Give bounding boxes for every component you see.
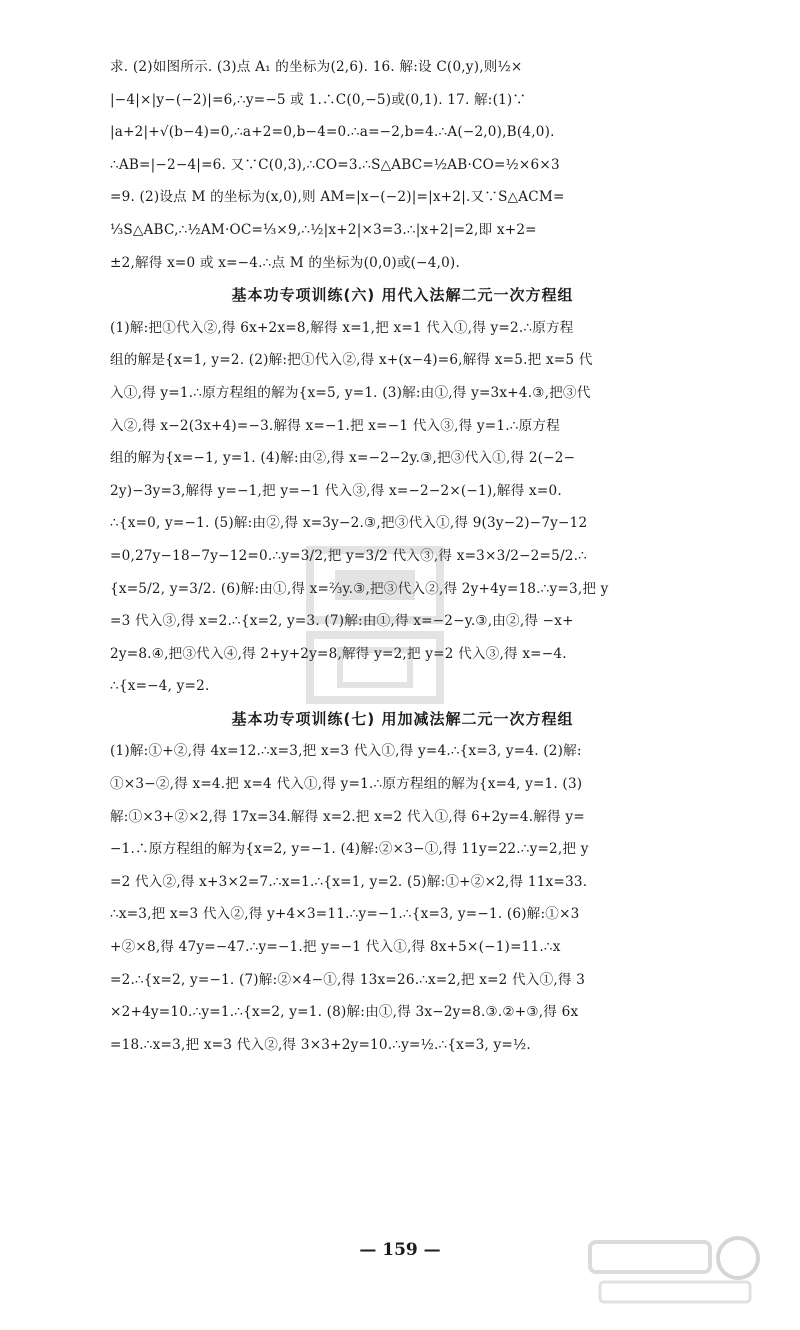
text-line: 2y)−3y=3,解得 y=−1,把 y=−1 代入③,得 x=−2−2×(−1),解得 x=0. xyxy=(110,482,562,499)
text-line: ∴x=3,把 x=3 代入②,得 y+4×3=11.∴y=−1.∴{x=3, y=−1. (6)解:①×3 xyxy=(110,906,580,923)
text-line: |−4|×|y−(−2)|=6,∴y=−5 或 1.∴C(0,−5)或(0,1). 17. 解:(1)∵ xyxy=(110,91,527,108)
text-line: ×2+4y=10.∴y=1.∴{x=2, y=1. (8)解:由①,得 3x−2y=8.③.②+③,得 6x xyxy=(110,1004,579,1021)
site-logo-icon xyxy=(570,1230,770,1310)
text-line: ∴{x=0, y=−1. (5)解:由②,得 x=3y−2.③,把③代入①,得 9(3y−2)−7y−12 xyxy=(110,515,588,532)
section-heading-7: 基本功专项训练(七) 用加减法解二元一次方程组 xyxy=(231,709,574,728)
text-line: ①×3−②,得 x=4.把 x=4 代入①,得 y=1.∴原方程组的解为{x=4, y=1. (3) xyxy=(110,776,583,793)
text-line: ∴AB=|−2−4|=6. 又∵C(0,3),∴CO=3.∴S△ABC=½AB·CO=½×6×3 xyxy=(110,156,560,173)
text-line: (1)解:把①代入②,得 6x+2x=8,解得 x=1,把 x=1 代入①,得 y=2.∴原方程 xyxy=(110,319,574,336)
text-line: ⅓S△ABC,∴½AM·OC=⅓×9,∴½|x+2|×3=3.∴|x+2|=2,即 x+2= xyxy=(110,221,537,238)
text-line: 求. (2)如图所示. (3)点 A₁ 的坐标为(2,6). 16. 解:设 C(0,y),则½× xyxy=(110,59,523,75)
text-line: 组的解是{x=1, y=2. (2)解:把①代入②,得 x+(x−4)=6,解得 x=5.把 x=5 代 xyxy=(110,352,593,369)
text-line: ∴{x=−4, y=2. xyxy=(110,678,210,695)
section-6 xyxy=(110,319,695,710)
text-line: |a+2|+√(b−4)=0,∴a+2=0,b−4=0.∴a=−2,b=4.∴A(−2,0),B(4,0). xyxy=(110,124,555,141)
text-line: +②×8,得 47y=−47.∴y=−1.把 y=−1 代入①,得 8x+5×(−1)=11.∴x xyxy=(110,939,561,956)
text-line: =18.∴x=3,把 x=3 代入②,得 3×3+2y=10.∴y=½.∴{x=3, y=½. xyxy=(110,1036,531,1053)
text-line: 2y=8.④,把③代入④,得 2+y+2y=8,解得 y=2,把 y=2 代入③,得 x=−4. xyxy=(110,645,567,662)
text-line: 入①,得 y=1.∴原方程组的解为{x=5, y=1. (3)解:由①,得 y=3x+4.③,把③代 xyxy=(110,384,591,401)
text-line: 解:①×3+②×2,得 17x=34.解得 x=2.把 x=2 代入①,得 6+2y=4.解得 y= xyxy=(110,808,585,825)
text-line: =0,27y−18−7y−12=0.∴y=3/2,把 y=3/2 代入③,得 x=3×3/2−2=5/2.∴ xyxy=(110,547,587,564)
text-line: {x=5/2, y=3/2. (6)解:由①,得 x=⅔y.③,把③代入②,得 2y+4y=18.∴y=3,把 y xyxy=(110,580,609,597)
text-line: =2.∴{x=2, y=−1. (7)解:②×4−①,得 13x=26.∴x=2,把 x=2 代入①,得 3 xyxy=(110,971,586,988)
section-7 xyxy=(110,742,695,1068)
section-heading-6: 基本功专项训练(六) 用代入法解二元一次方程组 xyxy=(231,286,574,305)
page-number: — 159 — xyxy=(359,1240,441,1260)
answer-page xyxy=(110,58,695,1068)
text-line: =3 代入③,得 x=2.∴{x=2, y=3. (7)解:由①,得 x=−2−y.③,由②,得 −x+ xyxy=(110,613,574,630)
text-line: =2 代入②,得 x+3×2=7.∴x=1.∴{x=1, y=2. (5)解:①+②×2,得 11x=33. xyxy=(110,873,588,890)
text-line: −1.∴原方程组的解为{x=2, y=−1. (4)解:②×3−①,得 11y=22.∴y=2,把 y xyxy=(110,841,589,858)
text-line: (1)解:①+②,得 4x=12.∴x=3,把 x=3 代入①,得 y=4.∴{x=3, y=4. (2)解: xyxy=(110,743,582,760)
text-line: ±2,解得 x=0 或 x=−4.∴点 M 的坐标为(0,0)或(−4,0). xyxy=(110,254,460,271)
text-line: =9. (2)设点 M 的坐标为(x,0),则 AM=|x−(−2)|=|x+2|.又∵S△ACM= xyxy=(110,189,565,206)
text-line: 组的解为{x=−1, y=1. (4)解:由②,得 x=−2−2y.③,把③代入①,得 2(−2− xyxy=(110,450,576,467)
text-line: 入②,得 x−2(3x+4)=−3.解得 x=−1.把 x=−1 代入③,得 y=1.∴原方程 xyxy=(110,417,560,434)
section-intro xyxy=(110,58,695,286)
